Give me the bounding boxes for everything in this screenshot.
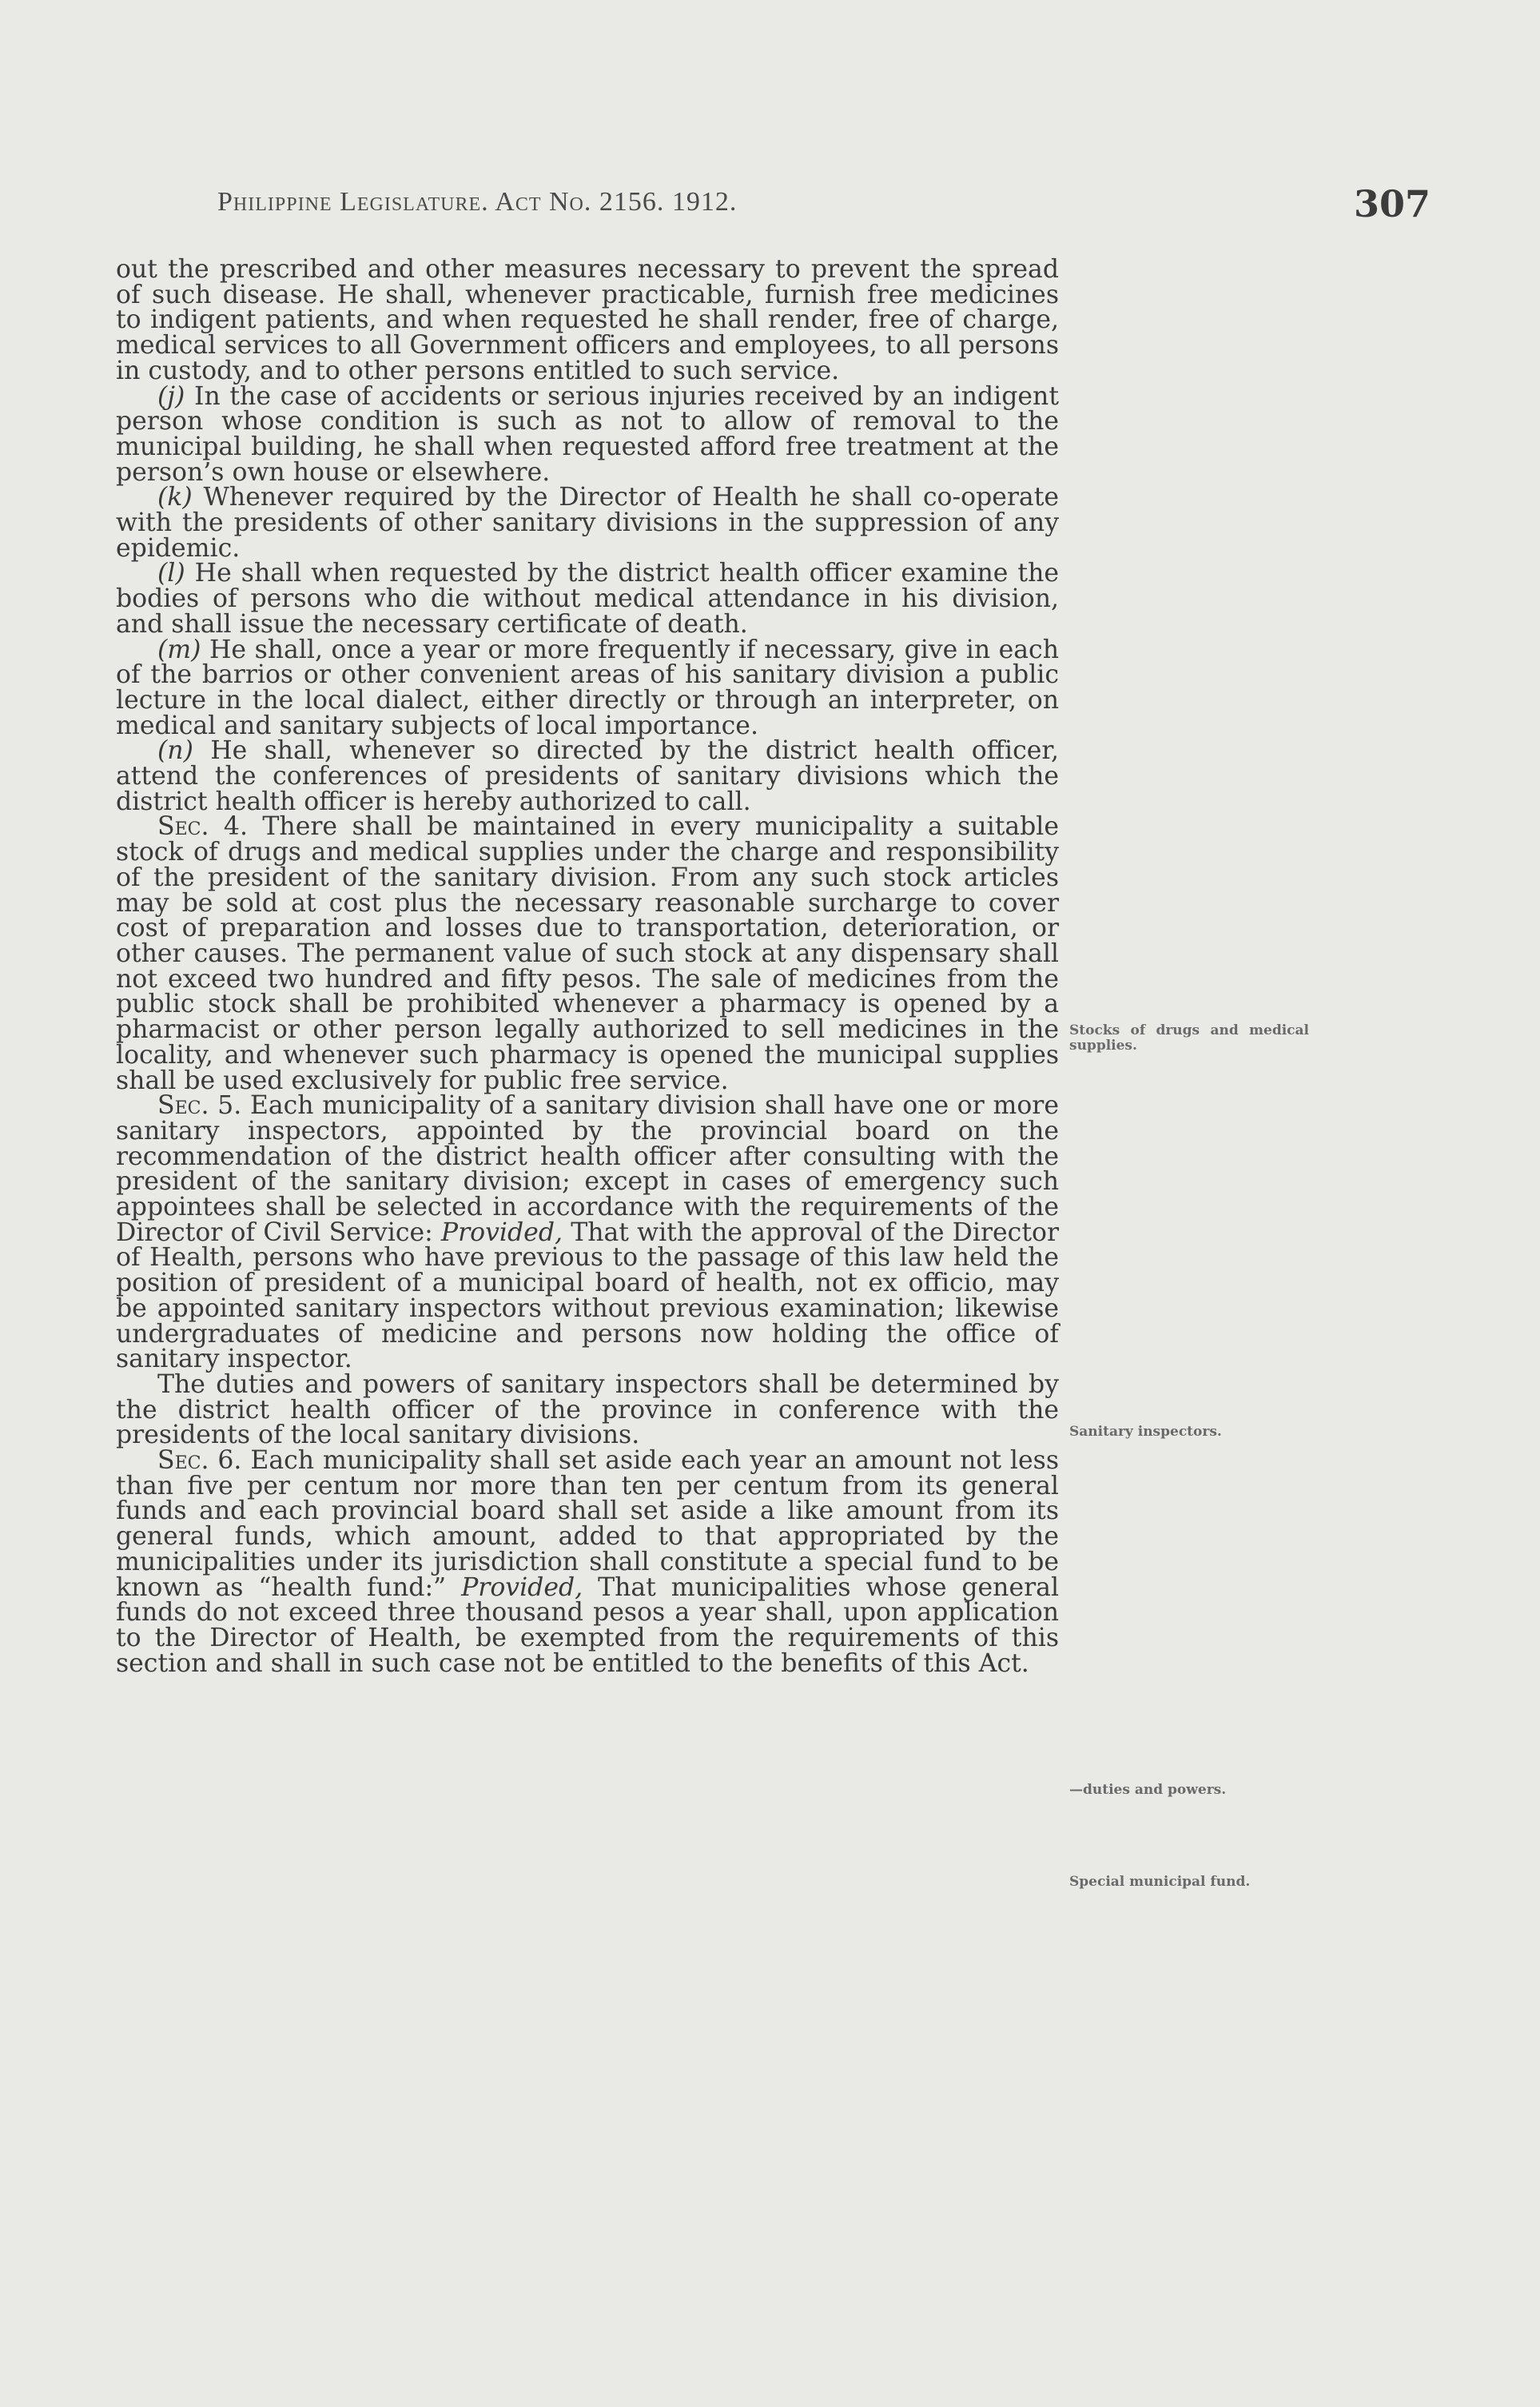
margin-note-drugs: Stocks of drugs and medical supplies. [1069, 1022, 1309, 1054]
section-label: Sec. 6. [157, 1446, 242, 1476]
paragraph-lead: (j) [157, 381, 185, 411]
paragraph-lead: (n) [157, 736, 193, 766]
paragraph-text: out the prescribed and other measures necessary to prevent the spread of such disease. He shall, whenever practicable, furnish free medicines to indigent patients, and when requested he shall render, free of charge, medical services to all Government officers and employees, to all persons in custody, and to other persons entitled to such service. [116, 255, 1059, 385]
paragraph-m [116, 635, 1059, 740]
section-text-cont: That with the approval of the Director of Health, persons who have previous to the passage of this law held the position of president of a municipal board of health, not ex officio, may be appointed sanitary inspectors without previous examination; likewise undergraduates of medicine and persons now holding the office of sanitary inspector. [116, 1217, 1060, 1374]
paragraph-text: He shall, once a year or more frequently if necessary, give in each of the barrios or other convenient areas of his sanitary division a public lecture in the local dialect, either directly or through an interpreter, on medical and sanitary subjects of local importance. [116, 635, 1059, 740]
section-5 [116, 1091, 1060, 1374]
section-text: Each municipality of a sanitary division shall have one or more sanitary inspectors, appointed by the provincial board on the recommendation of the district health officer after consulting with the president of the sanitary division; except in cases of emergency such appointees shall be selected in accordance with the requirements of the Director of Civil Service: [116, 1091, 1059, 1247]
section-6 [116, 1446, 1060, 1678]
paragraph-text: He shall when requested by the district health officer examine the bodies of persons who die without medical attendance in his division, and shall issue the necessary certificate of death. [116, 559, 1060, 639]
section-text: There shall be maintained in every municipality a suitable stock of drugs and medical supplies under the charge and responsibility of the president of the sanitary division. From any such stock articles may be sold at cost plus the necessary reasonable surcharge to cover cost of preparation and losses due to transportation, deterioration, or other causes. The permanent value of such stock at any dispensary shall not exceed two hundred and fifty pesos. The sale of medicines from the public stock shall be prohibited whenever a pharmacy is opened by a pharmacist or other person legally authorized to sell medicines in the locality, and whenever such pharmacy is opened the municipal supplies shall be used exclusively for public free service. [116, 812, 1060, 1095]
paragraph-lead: (m) [157, 635, 201, 664]
section-label: Sec. 5. [157, 1091, 242, 1121]
running-head: Philippine Legislature. Act No. 2156. 1912. [217, 187, 738, 217]
page-number: 307 [1353, 182, 1431, 225]
margin-note-duties: —duties and powers. [1069, 1782, 1227, 1798]
paragraph-text: The duties and powers of sanitary inspectors shall be determined by the district health officer of the province in conference with the presidents of the local sanitary divisions. [116, 1369, 1059, 1450]
paragraph-j [116, 381, 1060, 487]
duties-paragraph [116, 1369, 1059, 1450]
proviso: Provided, [461, 1572, 583, 1602]
section-text: Each municipality shall set aside each year an amount not less than five per centum nor more than ten per centum from its general funds and each provincial board shall set aside a like amount from its general funds, which amount, added to that appropriated by the municipalities under its jurisdiction shall constitute a special fund to be known as “health fund:” [116, 1446, 1059, 1602]
section-4 [116, 812, 1060, 1095]
section-text-cont: That municipalities whose general funds do not exceed three thousand pesos a year shall, upon application to the Director of Health, be exempted from the requirements of this section and shall in such case not be entitled to the benefits of this Act. [116, 1572, 1060, 1678]
paragraph-text: He shall, whenever so directed by the district health officer, attend the conferences of presidents of sanitary divisions which the district health officer is hereby authorized to call. [116, 736, 1059, 816]
margin-note-fund: Special municipal fund. [1069, 1874, 1251, 1890]
body-text [116, 257, 1059, 1676]
section-label: Sec. 4. [157, 812, 248, 842]
paragraph-continuation [116, 257, 1059, 385]
paragraph-lead: (k) [157, 483, 193, 512]
paragraph-k [116, 485, 1059, 561]
paragraph-n [116, 736, 1059, 816]
paragraph-l [116, 561, 1059, 637]
proviso: Provided, [440, 1217, 563, 1247]
paragraph-text: Whenever required by the Director of Health he shall co-operate with the presidents of other sanitary divisions in the suppression of any epidemic. [116, 483, 1060, 563]
paragraph-lead: (l) [157, 559, 185, 588]
margin-note-inspectors: Sanitary inspectors. [1069, 1424, 1222, 1440]
page-header [217, 182, 1431, 230]
paragraph-text: In the case of accidents or serious injuries received by an indigent person whose condition is such as not to allow of removal to the municipal building, he shall when requested afford free treatment at the person’s own house or elsewhere. [116, 381, 1060, 487]
